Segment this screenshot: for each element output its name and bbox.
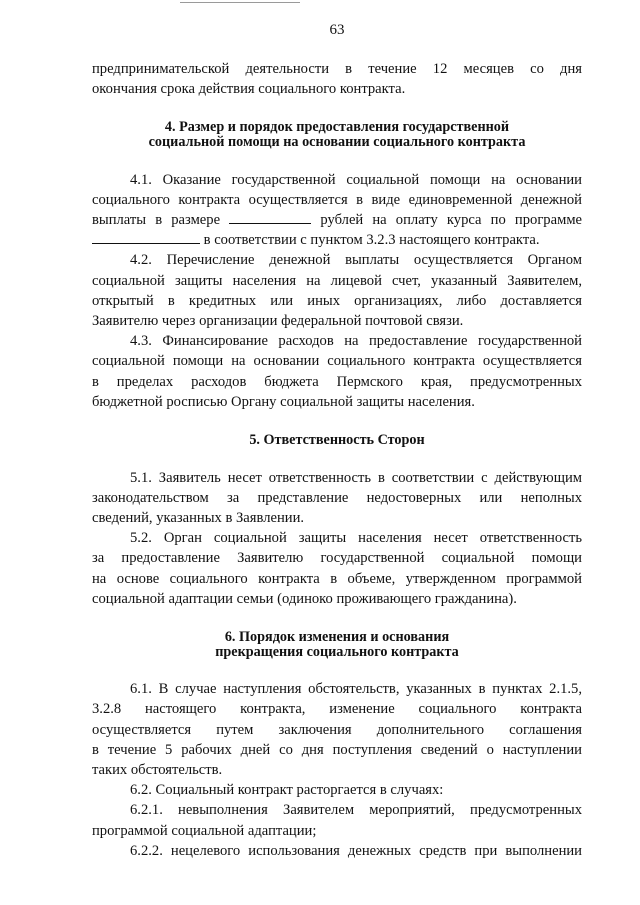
text-fragment: в соответствии с пунктом 3.2.3 настоящего контракта. <box>203 232 540 249</box>
heading-line: 4. Размер и порядок предоставления государственной <box>164 119 510 136</box>
text-line: открытый в кредитных или иных организациях, либо доставляется <box>92 292 582 309</box>
heading-line: 6. Порядок изменения и основания <box>224 629 450 646</box>
text-line: 4.3. Финансирование расходов на предоставление государственной <box>130 333 582 350</box>
text-line: окончания срока действия социального контракта. <box>92 81 406 98</box>
document-page <box>92 20 582 861</box>
text-line: 6.2.2. нецелевого использования денежных средств при выполнении <box>130 842 582 859</box>
text-line: таких обстоятельств. <box>92 762 223 779</box>
text-line-with-blank <box>92 230 582 250</box>
text-line: 6.1. В случае наступления обстоятельств, указанных в пунктах 2.1.5, <box>130 681 582 698</box>
text-line: социальной помощи на основании социального контракта осуществляется <box>92 353 582 370</box>
text-line: 4.2. Перечисление денежной выплаты осуществляется Органом <box>130 252 582 269</box>
text-line: в течение 5 рабочих дней со дня поступления сведений о наступлении <box>92 741 582 758</box>
text-line: предпринимательской деятельности в течение 12 месяцев со дня <box>92 61 582 77</box>
paragraph-4-2 <box>92 250 582 331</box>
program-blank-field <box>92 230 200 244</box>
text-line: за предоставление Заявителю государственной социальной помощи <box>92 550 582 567</box>
paragraph-5-1 <box>92 468 582 529</box>
text-line: 5.2. Орган социальной защиты населения несет ответственность <box>130 530 582 547</box>
text-line: Заявителю через организации федеральной почтовой связи. <box>92 313 464 330</box>
paragraph-4-3 <box>92 331 582 412</box>
section-6-heading <box>92 630 582 659</box>
page-number: 63 <box>329 22 345 38</box>
top-edge-line <box>180 2 300 3</box>
text-line: социальной защиты населения на лицевой счет, указанный Заявителем, <box>92 272 582 289</box>
text-line: законодательством за представление недостоверных или неполных <box>92 489 582 506</box>
text-line: программой социальной адаптации; <box>92 822 317 839</box>
heading-line: 5. Ответственность Сторон <box>249 432 425 449</box>
section-5-heading <box>92 433 582 448</box>
text-line: 4.1. Оказание государственной социальной помощи на основании <box>130 171 582 188</box>
paragraph-6-2-2 <box>92 841 582 861</box>
text-line: осуществляется путем заключения дополнительного соглашения <box>92 721 582 738</box>
heading-line: прекращения социального контракта <box>215 643 459 660</box>
text-line-with-blank <box>92 210 582 230</box>
text-line: 6.2. Социальный контракт расторгается в случаях: <box>130 782 444 799</box>
paragraph-6-1 <box>92 679 582 780</box>
text-line: 5.1. Заявитель несет ответственность в соответствии с действующим <box>130 469 582 486</box>
paragraph-6-2-1 <box>92 800 582 840</box>
text-fragment: рублей на оплату курса по программе <box>320 212 583 228</box>
paragraph-6-2 <box>92 780 582 800</box>
paragraph-4-1 <box>92 170 582 251</box>
text-line: 6.2.1. невыполнения Заявителем мероприятий, предусмотренных <box>130 802 582 819</box>
text-line: социальной адаптации семьи (одиноко проживающего гражданина). <box>92 590 517 607</box>
section-4-heading <box>92 120 582 149</box>
text-line: в пределах расходов бюджета Пермского края, предусмотренных <box>92 373 582 390</box>
text-line: сведений, указанных в Заявлении. <box>92 510 305 527</box>
amount-blank-field <box>229 210 311 224</box>
text-line: бюджетной росписью Органу социальной защиты населения. <box>92 393 475 410</box>
text-line: на основе социального контракта в объеме, утвержденном программой <box>92 570 582 587</box>
paragraph-5-2 <box>92 528 582 609</box>
text-line: социального контракта осуществляется в виде единовременной денежной <box>92 191 582 208</box>
text-fragment: выплаты в размере <box>92 212 221 228</box>
intro-paragraph <box>92 59 582 99</box>
heading-line: социальной помощи на основании социального контракта <box>148 134 526 150</box>
text-line: 3.2.8 настоящего контракта, изменение социального контракта <box>92 701 582 718</box>
